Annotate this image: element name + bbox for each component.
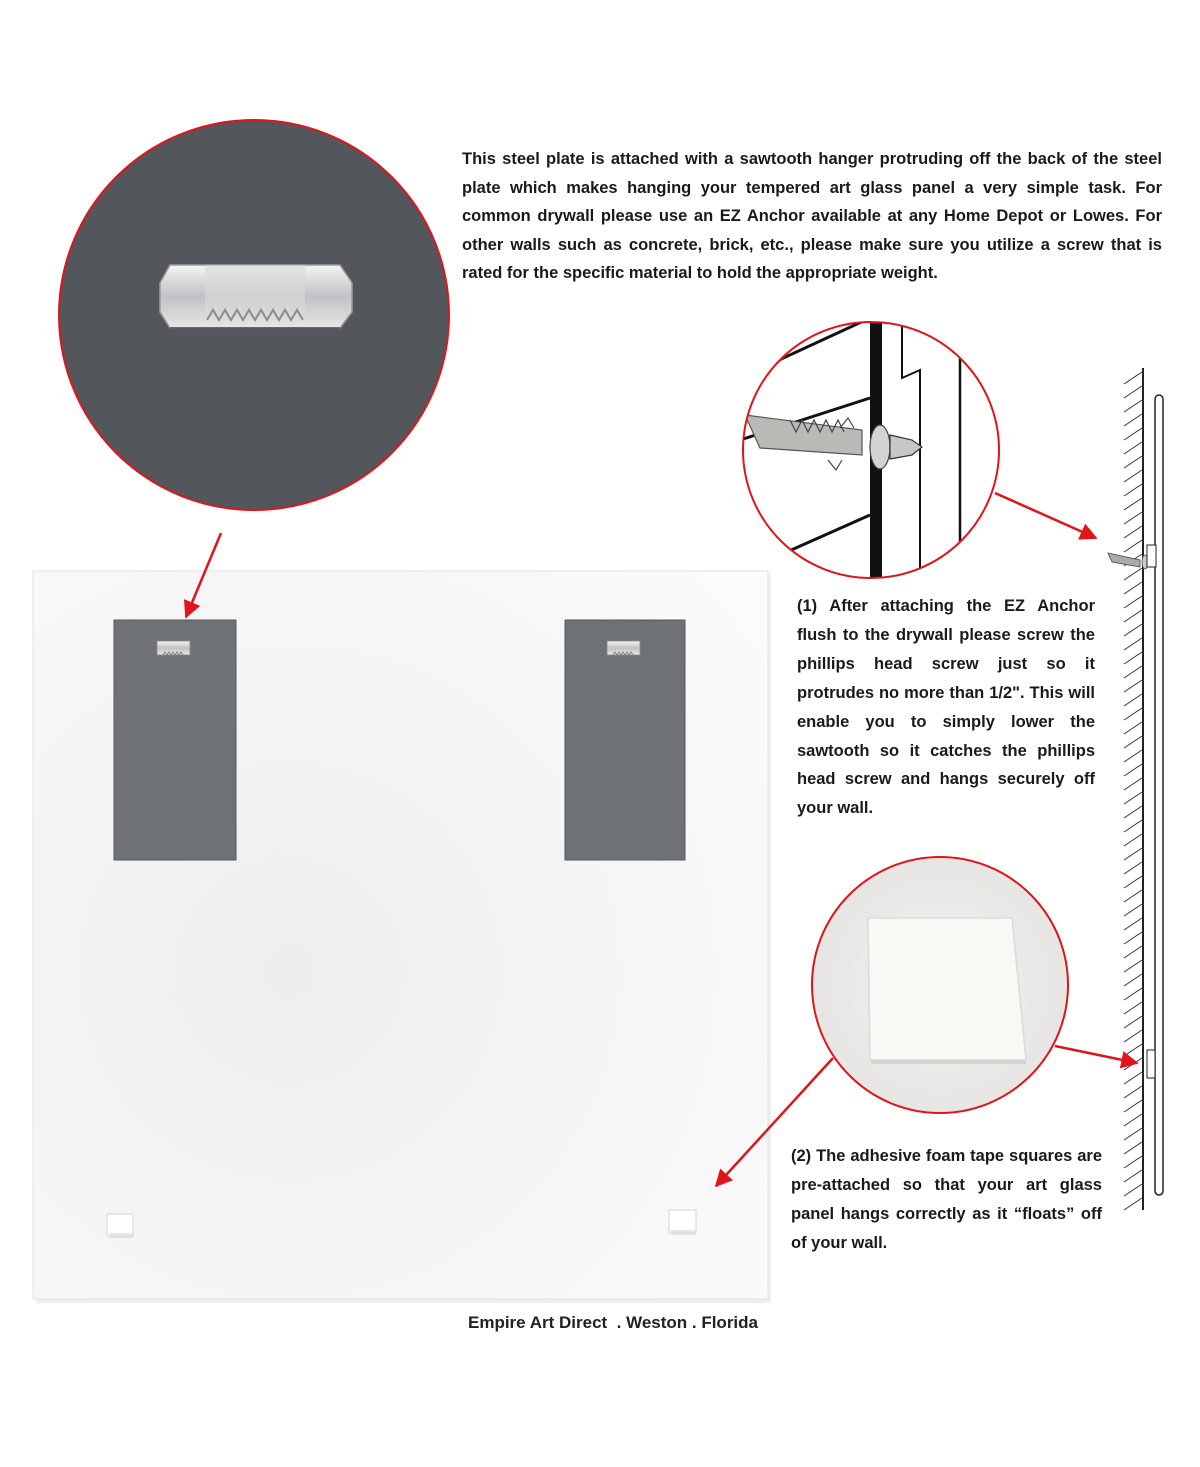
arrow-foam-to-wall <box>1055 1046 1137 1063</box>
foam-tape-square-icon <box>868 918 1026 1064</box>
wall-hatch-line <box>1124 722 1142 734</box>
wall-hatch-line <box>1124 470 1142 482</box>
foam-square-right <box>669 1210 696 1235</box>
wall-hatch-line <box>1124 638 1142 650</box>
anchor-closeup-callout <box>740 300 999 600</box>
wall-hatch-line <box>1124 456 1142 468</box>
wall-hatch-line <box>1124 1128 1142 1140</box>
wall-hatch-line <box>1124 512 1142 524</box>
wall-hatch-line <box>1124 540 1142 552</box>
wall-hatch-line <box>1124 680 1142 692</box>
wall-hatch-line <box>1124 960 1142 972</box>
sawtooth-hanger-icon <box>607 641 640 655</box>
sawtooth-hanger-icon <box>160 265 352 328</box>
wall-hatch-line <box>1124 1016 1142 1028</box>
wall-hatch-line <box>1124 386 1142 398</box>
steel-plate-side <box>1147 545 1156 567</box>
wall-hatch-line <box>1124 666 1142 678</box>
wall-hatch-line <box>1124 778 1142 790</box>
wall-hatch-line <box>1124 1184 1142 1196</box>
wall-hatch-line <box>1124 442 1142 454</box>
wall-hatch-line <box>1124 792 1142 804</box>
wall-hatch-line <box>1124 1114 1142 1126</box>
wall-hatch-line <box>1124 694 1142 706</box>
foam-side <box>1147 1050 1155 1078</box>
wall-hatch-line <box>1124 820 1142 832</box>
wall-hatch-line <box>1124 428 1142 440</box>
wall-hatch-line <box>1124 624 1142 636</box>
wall-hatch-line <box>1124 974 1142 986</box>
wall-hatch-line <box>1124 1198 1142 1210</box>
sawtooth-hanger-icon <box>157 641 190 655</box>
wall-side-view <box>1108 368 1163 1210</box>
wall-hatch-line <box>1124 834 1142 846</box>
wall-hatch-line <box>1124 582 1142 594</box>
wall-hatch-line <box>1124 750 1142 762</box>
wall-hatch-line <box>1124 862 1142 874</box>
wall-hatch-line <box>1124 1044 1142 1056</box>
wall-hatch-line <box>1124 736 1142 748</box>
wall-hatch-line <box>1124 890 1142 902</box>
wall-hatch-line <box>1124 484 1142 496</box>
wall-hatch-line <box>1124 498 1142 510</box>
wall-hatch-line <box>1124 988 1142 1000</box>
wall-hatch-line <box>1124 1002 1142 1014</box>
wall-hatch-line <box>1124 708 1142 720</box>
wall-hatch-line <box>1124 652 1142 664</box>
wall-hatch-line <box>1124 1072 1142 1084</box>
wall-hatch-line <box>1124 400 1142 412</box>
wall-hatch-line <box>1124 610 1142 622</box>
wall-hatch-line <box>1124 1100 1142 1112</box>
glass-panel-side <box>1155 395 1163 1195</box>
wall-hatch-line <box>1124 1086 1142 1098</box>
wall-hatch-line <box>1124 1142 1142 1154</box>
steel-plate-right <box>565 620 685 860</box>
wall-hatch-line <box>1124 946 1142 958</box>
wall-hatch-line <box>1124 568 1142 580</box>
step-1-instructions: (1) After attaching the EZ Anchor flush to the drywall please screw the phillips head screw just so it protrudes no more than 1/2". This will enable you to simply lower the sawtooth so it catches the phillips head screw and hangs securely off your wall. <box>797 597 1095 818</box>
wall-hatch-line <box>1124 596 1142 608</box>
wall-hatch-line <box>1124 904 1142 916</box>
arrow-anchor-to-wall <box>995 493 1096 538</box>
foam-square-left <box>107 1214 133 1238</box>
wall-hatch-line <box>1124 414 1142 426</box>
wall-hatch-line <box>1124 918 1142 930</box>
step-2-instructions: (2) The adhesive foam tape squares are pre-attached so that your art glass panel hangs correctly as it “floats” off of your wall. <box>791 1147 1102 1252</box>
company-footer: Empire Art Direct . Weston . Florida <box>468 1313 758 1332</box>
wall-hatch-line <box>1124 876 1142 888</box>
intro-paragraph: This steel plate is attached with a sawtooth hanger protruding off the back of the steel plate which makes hanging your tempered art glass panel a very simple task. For common drywall please use an EZ Anchor available at any Home Depot or Lowes. For other walls such as concrete, brick, etc., please make sure you utilize a screw that is rated for the specific material to hold the appropriate weight. <box>462 150 1162 283</box>
wall-hatch-line <box>1124 806 1142 818</box>
wall-hatch-line <box>1124 932 1142 944</box>
wall-hatch-line <box>1124 848 1142 860</box>
wall-hatch-line <box>1124 372 1142 384</box>
wall-hatch-line <box>1124 526 1142 538</box>
wall-hatch-line <box>1124 764 1142 776</box>
steel-plate-left <box>114 620 236 860</box>
foam-closeup-callout <box>812 857 1068 1113</box>
wall-hatch-line <box>1124 1170 1142 1182</box>
hanger-closeup-callout <box>50 110 460 520</box>
wall-hatch-line <box>1124 1030 1142 1042</box>
wall-hatch-line <box>1124 1156 1142 1168</box>
